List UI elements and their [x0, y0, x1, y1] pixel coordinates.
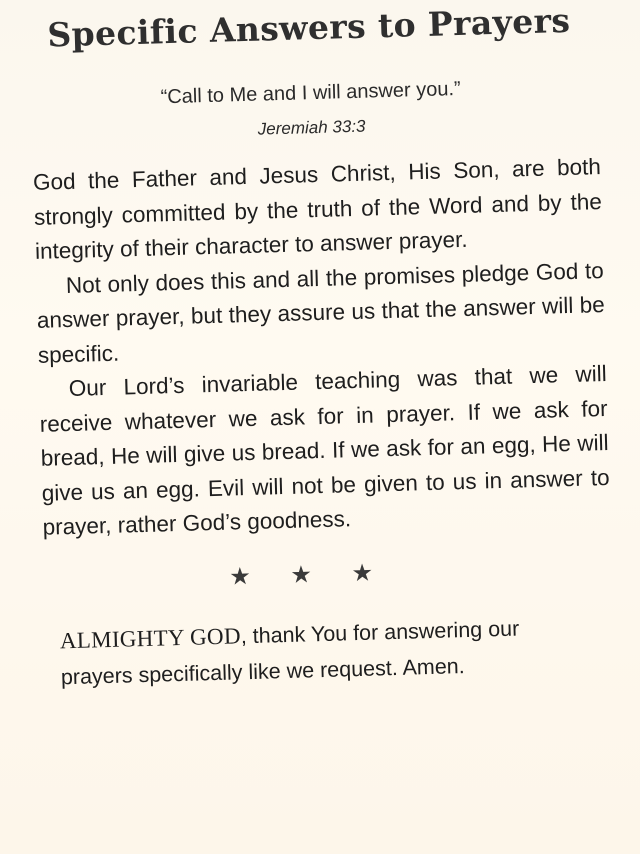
page-title: Specific Answers to Prayers [46, 0, 571, 55]
prayer-text: , thank You for answering our prayers specifically like we request. Amen. [60, 616, 520, 690]
closing-prayer [59, 609, 581, 695]
star-separator: ★ ★ ★ [228, 558, 390, 591]
epigraph-reference: Jeremiah 33:3 [257, 116, 366, 139]
paragraph-3: Our Lord’s invariable teaching was that we will receive whatever we ask for in prayer. If we ask for bread, He will give us bread. If we ask for an egg, He will give us an egg. Evil will not be given to us in answer to prayer, rather God’s goodness. [39, 360, 610, 540]
paragraph-1: God the Father and Jesus Christ, His Son, are both strongly committed by the truth of the Word and by the integrity of their character to answer prayer. [32, 154, 603, 264]
paragraph-2: Not only does this and all the promises pledge God to answer prayer, but they assure us that the answer will be specific. [36, 257, 606, 368]
body-text [33, 150, 611, 545]
epigraph-quote: “Call to Me and I will answer you.” [160, 77, 461, 109]
prayer-lead: ALMIGHTY GOD [59, 623, 242, 654]
